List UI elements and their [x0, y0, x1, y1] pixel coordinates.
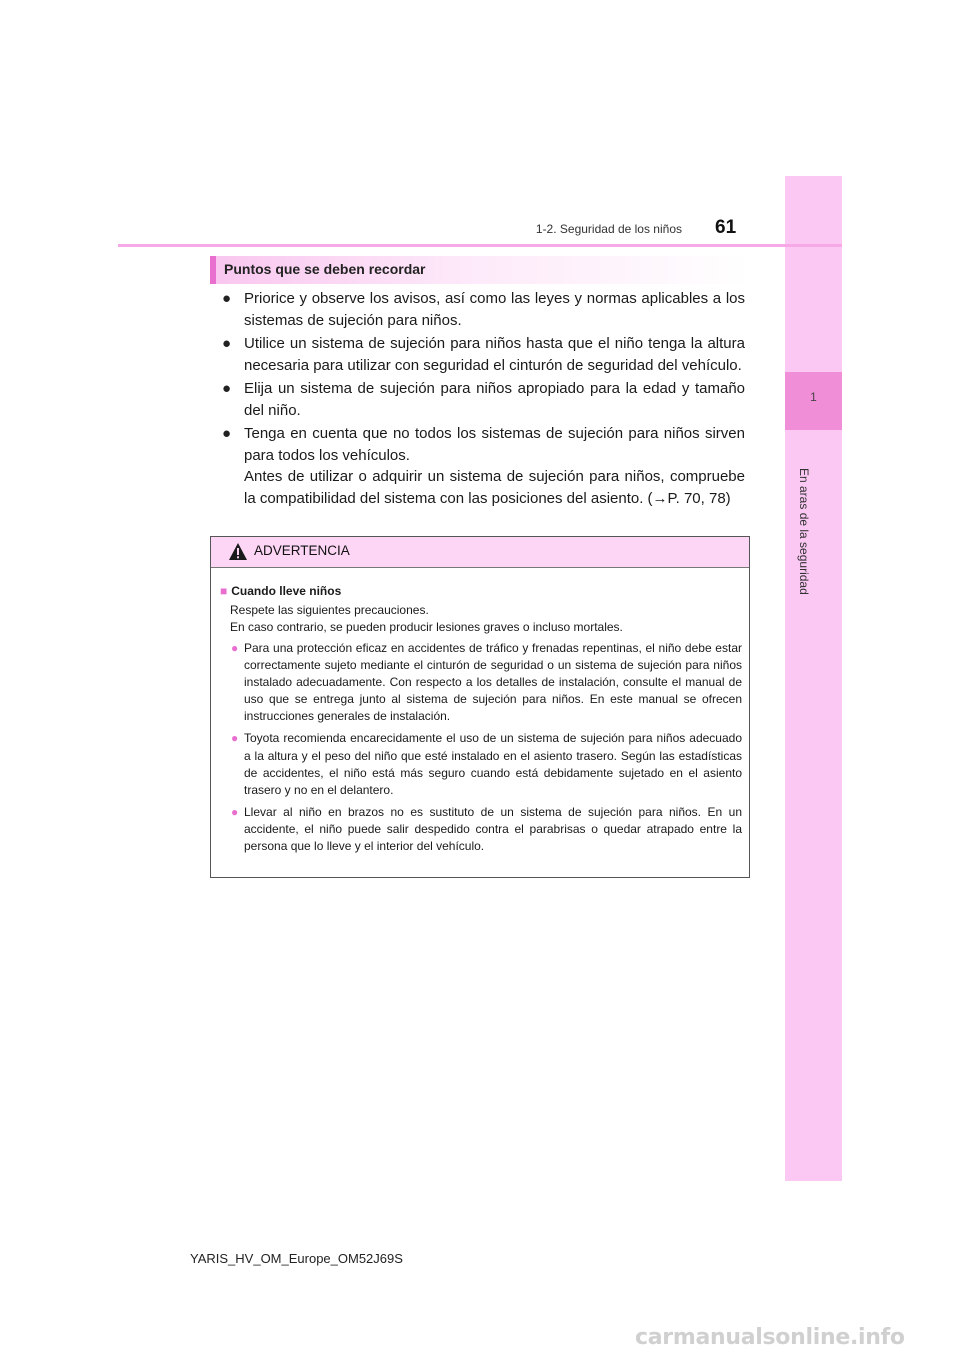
warning-item-text: Llevar al niño en brazos no es sustituto de un sistema de sujeción para niños. En un accidente, el niño puede salir despedido contra el parabrisas o quedar atrapado entre la persona que lo lleve y el interior del vehículo.	[244, 804, 742, 854]
points-header-accent-bar	[210, 256, 216, 284]
watermark: carmanualsonline.info	[635, 1325, 905, 1350]
list-item-text: Priorice y observe los avisos, así como las leyes y normas aplicables a los sistemas de sujeción para niños.	[244, 290, 745, 329]
chapter-number: 1	[810, 390, 817, 404]
warning-body	[211, 568, 749, 855]
chapter-side-tab	[785, 176, 842, 1181]
pink-bullet-icon: ●	[231, 804, 239, 819]
points-header-title: Puntos que se deben recordar	[224, 261, 426, 277]
warning-triangle-icon	[228, 542, 248, 561]
page-number: 61	[715, 217, 737, 238]
list-item-text: Utilice un sistema de sujeción para niños hasta que el niño tenga la altura necesaria para utilizar con seguridad el cinturón de seguridad del vehículo.	[244, 335, 745, 374]
list-item	[222, 423, 745, 509]
warning-intro-line: En caso contrario, se pueden producir lesiones graves o incluso mortales.	[230, 619, 623, 634]
square-marker-icon: ■	[220, 584, 228, 598]
pink-bullet-icon: ●	[231, 641, 239, 655]
warning-list-item	[231, 730, 742, 798]
warning-list	[220, 640, 742, 855]
list-item-text-continued: Antes de utilizar o adquirir un sistema de sujeción para niños, compruebe la compatibilidad del sistema con las posiciones del asiento. (→P. 70, 78)	[244, 468, 745, 507]
footer-document-code: YARIS_HV_OM_Europe_OM52J69S	[190, 1251, 403, 1266]
list-item	[222, 333, 745, 376]
points-list	[222, 288, 745, 511]
warning-list-item	[231, 804, 742, 855]
bullet-icon: ●	[222, 335, 232, 352]
pink-bullet-icon: ●	[231, 731, 239, 746]
bullet-icon: ●	[222, 290, 232, 307]
header-divider	[118, 244, 842, 247]
warning-intro	[220, 602, 742, 635]
warning-intro-line: Respete las siguientes precauciones.	[230, 603, 429, 617]
bullet-icon: ●	[222, 380, 232, 397]
list-item	[222, 378, 745, 421]
warning-subtitle-text: Cuando lleve niños	[231, 584, 342, 598]
section-reference: 1-2. Seguridad de los niños	[535, 222, 682, 236]
warning-box	[210, 536, 750, 878]
warning-list-item	[231, 640, 742, 725]
warning-item-text: Toyota recomienda encarecidamente el uso de un sistema de sujeción para niños adecuado a la altura y el peso del niño que esté instalado en el asiento trasero. Según las estadísticas de accidentes, el niño está más seguro cuando está debidamente sujetado en el asiento trasero y no en el delantero.	[244, 731, 742, 797]
warning-title: ADVERTENCIA	[254, 543, 350, 558]
warning-header	[211, 537, 749, 568]
list-item-text: Tenga en cuenta que no todos los sistemas de sujeción para niños sirven para todos los vehículos.	[244, 425, 745, 464]
list-item	[222, 288, 745, 331]
list-item-text: Elija un sistema de sujeción para niños apropiado para la edad y tamaño del niño.	[244, 380, 745, 419]
bullet-icon: ●	[222, 425, 232, 442]
warning-item-text: Para una protección eficaz en accidentes de tráfico y frenadas repentinas, el niño debe estar correctamente sujeto mediante el cinturón de seguridad o un sistema de sujeción para niños instalado adecuadamente. Con respecto a los detalles de instalación, consulte el manual de uso que se entrega junto al sistema de sujeción para niños. En este manual se ofrecen instrucciones generales de instalación.	[244, 641, 742, 724]
chapter-title: En aras de la seguridad	[797, 468, 811, 595]
points-to-remember-header	[210, 256, 749, 284]
warning-subtitle	[220, 583, 742, 599]
